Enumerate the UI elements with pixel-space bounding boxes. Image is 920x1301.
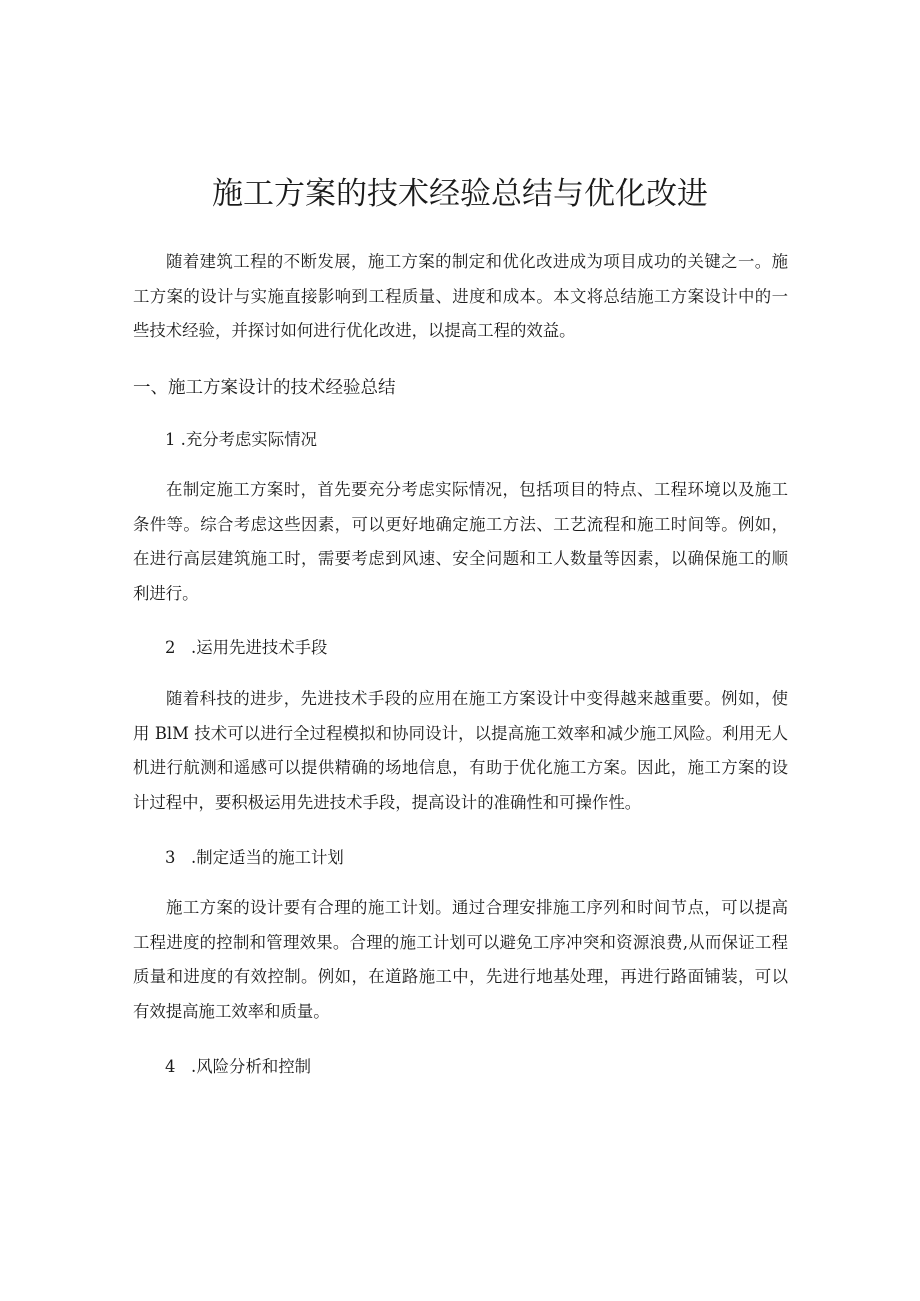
document-title: 施工方案的技术经验总结与优化改进	[212, 176, 708, 212]
subsection-title-4: 4 .风险分析和控制	[165, 1057, 312, 1076]
subsection-title-1: 1 .充分考虑实际情况	[165, 430, 317, 449]
subsection-title-3: 3 .制定适当的施工计划	[165, 848, 344, 867]
subsection-body-1: 在制定施工方案时，首先要充分考虑实际情况，包括项目的特点、工程环境以及施工条件等。综合考虑这些因素，可以更好地确定施工方法、工艺流程和施工时间等。例如，在进行高层建筑施工时，需要考虑到风速、安全问题和工人数量等因素，以确保施工的顺利进行。	[133, 480, 788, 603]
subsection-title-2: 2 .运用先进技术手段	[165, 638, 328, 657]
subsection-body-3: 施工方案的设计要有合理的施工计划。通过合理安排施工序列和时间节点，可以提高工程进度的控制和管理效果。合理的施工计划可以避免工序冲突和资源浪费,从而保证工程质量和进度的有效控制。例如，在道路施工中，先进行地基处理，再进行路面铺装，可以有效提高施工效率和质量。	[133, 898, 788, 1021]
section-heading: 一、施工方案设计的技术经验总结	[133, 378, 396, 398]
intro-paragraph: 随着建筑工程的不断发展，施工方案的制定和优化改进成为项目成功的关键之一。施工方案的设计与实施直接影响到工程质量、进度和成本。本文将总结施工方案设计中的一些技术经验，并探讨如何进行优化改进，以提高工程的效益。	[133, 252, 788, 340]
subsection-body-2: 随着科技的进步，先进技术手段的应用在施工方案设计中变得越来越重要。例如，使用 BlM 技术可以进行全过程模拟和协同设计，以提高施工效率和减少施工风险。利用无人机进行航测和遥感可以提供精确的场地信息，有助于优化施工方案。因此，施工方案的设计过程中，要积极运用先进技术手段，提高设计的准确性和可操作性。	[133, 689, 788, 812]
